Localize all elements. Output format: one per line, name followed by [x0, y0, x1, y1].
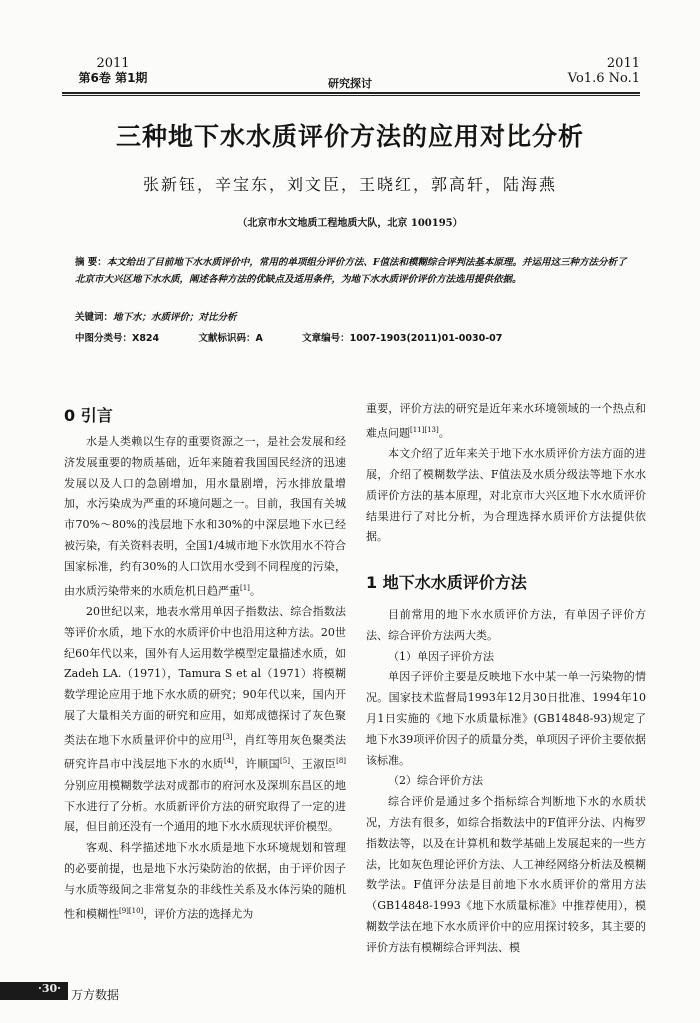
right-paragraph-0: [366, 399, 646, 444]
keywords-label: 关键词：: [75, 312, 114, 323]
intro-paragraph-3: [64, 838, 346, 925]
document-code: 文献标识码：A: [198, 333, 263, 344]
intro-p2-mid2: ，许顺国: [233, 757, 281, 771]
intro-p1-text: 水是人类赖以生存的重要资源之一，是社会发展和经济发展重要的物质基础，近年来随着我国国民经济的迅速发展以及人口的急剧增加，用水量剧增，污水排放量增加，水污染成为严重的环境问题之一。目前，我国有关城市70%～80%的浅层地下水和30%的中深层地下水已经被污染，有关资料表明，全国1/4城市地下水饮用水不符合国家标准，约有30%的人口饮用水受到不同程度的污染，由水质污染带来的水质危机日趋严重: [64, 435, 346, 598]
header-year-left: 2011: [96, 56, 130, 71]
header-year-right: 2011: [606, 56, 640, 71]
methods-paragraph-2: 单因子评价主要是反映地下水中某一单一污染物的情况。国家技术监督局1993年12月30日批准、1994年10月1日实施的《地下水质量标准》(GB14848-93)规定了地下水39项评价因子的质量分类，单项因子评价主要依据该标准。: [366, 670, 646, 767]
intro-p3-text: 客观、科学描述地下水水质是地下水环境规划和管理的必要前提，也是地下水污染防治的依据，由于评价因子与水质等级间之非常复杂的非线性关系及水体污染的随机性和模糊性: [64, 841, 346, 921]
right-column-methods: [366, 605, 646, 959]
clc-number: 中图分类号：X824: [75, 333, 160, 344]
header-issue-left: 第6卷 第1期: [78, 71, 148, 85]
intro-p2-text: 20世纪以来，地表水常用单因子指数法、综合指数法等评价水质，地下水的水质评价中也沿用这种方法。20世纪60年代以来，国外有人运用数学模型定量描述水质，如Zadeh LA.（1971），Tamura S et al（1971）将模糊数学理论应用于地下水水质的研究；90年代以来，国内开展了大量相关方面的研究和应用，如郑成德探讨了灰色聚类法在地下水质量评价中的应用: [64, 605, 346, 747]
article-number: 文章编号：1007-1903(2011)01-0030-07: [302, 333, 503, 344]
intro-paragraph-1: [64, 432, 346, 602]
citation: [8]: [336, 757, 347, 766]
watermark-text: 万方数据: [71, 988, 120, 1002]
header-right: [550, 56, 640, 86]
right-paragraph-1: 本文介绍了近年来关于地下水水质评价方法方面的进展，介绍了模糊数学法、F值法及水质分级法等地下水水质评价方法的基本原理，对北京市大兴区地下水水质评价结果进行了对比分析，为合理选择水质评价方法提供依据。: [366, 447, 646, 544]
classification-line: [75, 330, 538, 344]
header-section: 研究探讨: [328, 77, 372, 90]
abstract-text: 本文给出了目前地下水水质评价中，常用的单项组分评价方法、F值法和模糊综合评判法基本原理。并运用这三种方法分析了北京市大兴区地下水水质，阐述各种方法的优缺点及适用条件，为地下水水质评价评价方法选用提供依据。: [75, 257, 627, 285]
right-p0-end: 。: [438, 426, 450, 440]
left-column: [64, 432, 346, 925]
paper-affiliation: （北京市水文地质工程地质大队，北京 100195）: [237, 218, 463, 229]
section-heading-methods: 1 地下水水质评价方法: [366, 573, 527, 592]
abstract-label: 摘 要：: [75, 257, 107, 268]
right-p0-text: 重要，评价方法的研究是近年来水环境领域的一个热点和难点问题: [366, 402, 646, 440]
intro-p3-end: ，评价方法的选择尤为: [143, 907, 254, 921]
intro-p2-end: 分别应用模糊数学法对成都市的府河水及深圳东昌区的地下水进行了分析。水质新评价方法的研究取得了一定的进展，但目前还没有一个通用的地下水水质现状评价模型。: [64, 778, 346, 834]
abstract: [75, 254, 635, 288]
subheading-single-factor: （1）单因子评价方法: [388, 649, 494, 663]
citation: [5]: [280, 757, 290, 766]
paper-authors: 张新钰，辛宝东，刘文臣，王晓红，郭高轩，陆海燕: [142, 175, 557, 194]
subheading-comprehensive: （2）综合评价方法: [388, 774, 483, 788]
keywords: [75, 309, 635, 323]
citation: [1]: [240, 583, 250, 592]
methods-paragraph-3: 综合评价是通过多个指标综合判断地下水的水质状况，方法有很多，如综合指数法中的F值评分法、内梅罗指数法等，以及在计算机和数学基础上发展起来的一些方法，比如灰色理论评价方法、人工神经网络分析法及模糊数学法。F值评分法是目前地下水水质评价的常用方法（GB14848-1993《地下水质量标准》中推荐使用），模糊数学法在地下水水质评价中的应用探讨较多，其主要的评价方法有模糊综合评判法、模: [366, 795, 646, 954]
keywords-text: 地下水；水质评价；对比分析: [113, 312, 237, 323]
header-rule: [62, 92, 640, 94]
paper-title: 三种地下水水质评价方法的应用对比分析: [115, 122, 584, 151]
section-heading-intro: 0 引言: [64, 406, 113, 425]
header-rule-thin: [62, 95, 640, 96]
methods-paragraph-1: 目前常用的地下水水质评价方法，有单因子评价方法、综合评价方法两大类。: [366, 608, 646, 642]
intro-p2-mid1: ，肖红等用灰色聚类法研究许昌市中浅层地下水的水质: [64, 733, 347, 771]
citation: [11][13]: [410, 425, 439, 434]
intro-p1-end: 。: [249, 584, 261, 598]
intro-paragraph-2: [64, 602, 346, 838]
header-issue-right: Vo1.6 No.1: [567, 71, 640, 86]
right-column: [366, 399, 646, 548]
intro-p2-mid3: 、王淑臣: [289, 757, 337, 771]
citation: [4]: [223, 757, 234, 766]
citation: [3]: [222, 732, 233, 741]
citation: [9][10]: [119, 906, 144, 915]
page-number: ·30·: [38, 982, 61, 995]
